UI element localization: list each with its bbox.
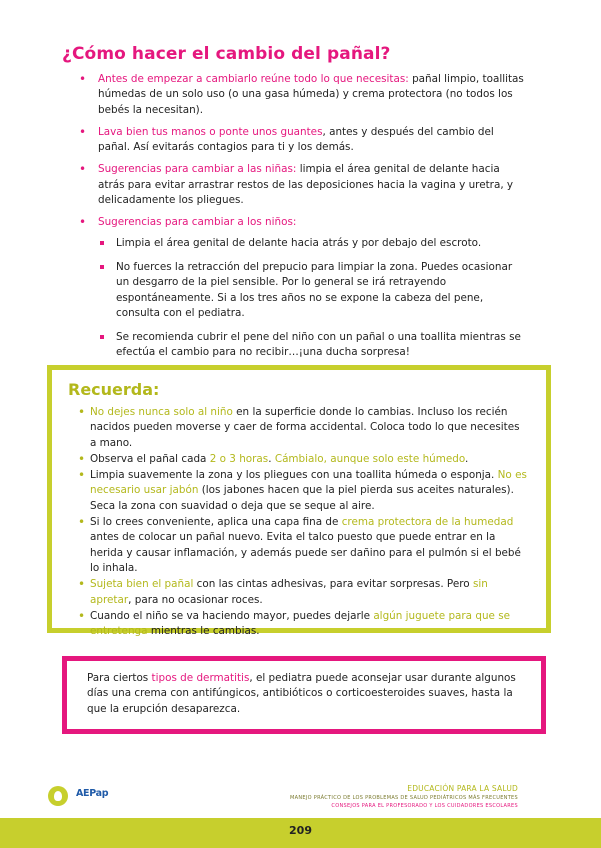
page-number: 209 (289, 824, 312, 837)
highlight: 2 o 3 horas (209, 452, 269, 465)
instructions-list (62, 72, 528, 370)
text: Para ciertos (87, 672, 152, 684)
highlight: algún juguete para que se entretenga (90, 609, 511, 638)
text: Limpia suavemente la zona y los pliegues con una toallita húmeda o esponja. (90, 469, 498, 482)
recuerda-list (78, 405, 528, 640)
boys-sub-list (98, 236, 528, 361)
footer-line-2: MANEJO PRÁCTICO DE LOS PROBLEMAS DE SALUD PEDIÁTRICOS MÁS FRECUENTES (290, 795, 518, 801)
item-text: , antes y después del cambio del pañal. Así evitarás contagios para ti y los demás. (98, 125, 494, 154)
text: . (268, 452, 275, 465)
text: en la superficie donde lo cambias. Incluso los recién nacidos pueden moverse y caer de forma accidental. Coloca todo lo que necesites a mano. (90, 406, 520, 449)
page-title: ¿Cómo hacer el cambio del pañal? (62, 44, 391, 64)
item-text: pañal limpio, toallitas húmedas de un solo uso (o una gasa húmeda) y crema protectora (no todos los bebés la necesitan). (98, 73, 524, 116)
health-logo-icon (48, 786, 68, 806)
list-item (78, 577, 528, 608)
recuerda-box (47, 365, 551, 638)
footer-line-3: CONSEJOS PARA EL PROFESORADO Y LOS CUIDADORES ESCOLARES (331, 803, 518, 809)
list-item (78, 405, 528, 451)
text: , para no ocasionar roces. (128, 593, 263, 606)
footer-text (290, 784, 518, 810)
text: antes de colocar un pañal nuevo. Evita el talco puesto que puede entrar en la herida y causar inflamación, y además puede ser dañino para el pulmón si el bebé lo inhala. (90, 531, 521, 574)
highlight: tipos de dermatitis (151, 672, 250, 684)
text: Si lo crees conveniente, aplica una capa fina de (90, 516, 342, 529)
highlight: Sujeta bien el pañal (90, 578, 194, 591)
item-highlight: Antes de empezar a cambiarlo reúne todo lo que necesitas: (98, 73, 409, 85)
text: con las cintas adhesivas, para evitar sorpresas. Pero (193, 578, 473, 591)
footer-line-1: EDUCACIÓN PARA LA SALUD (407, 784, 518, 793)
highlight: No es necesario usar jabón (90, 469, 527, 497)
list-item (62, 72, 528, 118)
text: (los jabones hacen que la piel pierda sus aceites naturales). Seca la zona con suavidad o deja que se seque al aire. (90, 484, 514, 512)
list-item (62, 162, 528, 208)
list-item (62, 125, 528, 156)
aepap-logo: AEPap (76, 788, 109, 799)
highlight: crema protectora de la humedad (341, 516, 514, 529)
sub-list-item: Se recomienda cubrir el pene del niño con un pañal o una toallita mientras se efectúa el cambio para no recibir…¡una ducha sorpresa! (98, 330, 528, 361)
item-highlight: Sugerencias para cambiar a los niños: (98, 216, 297, 229)
list-item (62, 215, 528, 360)
dermatitis-text (87, 671, 521, 717)
item-highlight: Sugerencias para cambiar a las niñas: (98, 163, 297, 176)
list-item (78, 609, 528, 640)
text: , el pediatra puede aconsejar usar durante algunos días una crema con antifúngicos, antibióticos o corticoesteroides suaves, hasta la que la erupción desaparezca. (87, 672, 516, 715)
item-text: limpia el área genital de delante hacia atrás para evitar arrastrar restos de las deposiciones hacia la vagina y uretra, y delicadamente los pliegues. (98, 163, 514, 207)
list-item (78, 468, 528, 514)
recuerda-title: Recuerda: (68, 380, 160, 399)
highlight: sin apretar (90, 578, 488, 606)
dermatitis-box (62, 656, 546, 734)
item-highlight: Lava bien tus manos o ponte unos guantes (98, 125, 323, 138)
list-item (78, 515, 528, 576)
sub-list-item: Limpia el área genital de delante hacia atrás y por debajo del escroto. (98, 236, 528, 251)
text: Cuando el niño se va haciendo mayor, puedes dejarle (90, 609, 374, 622)
sub-list-item: No fuerces la retracción del prepucio para limpiar la zona. Puedes ocasionar un desgarro de la piel sensible. Por lo general se irá retrayendo espontáneamente. Si a los tres años no se expone la cabeza del pene, consulta con el pediatra. (98, 260, 528, 321)
highlight: No dejes nunca solo al niño (90, 406, 233, 418)
highlight: Cámbialo, aunque solo este húmedo (274, 452, 466, 465)
text: . (465, 452, 469, 465)
list-item (78, 452, 528, 467)
text: mientras le cambias. (147, 625, 260, 638)
text: Observa el pañal cada (90, 452, 210, 465)
